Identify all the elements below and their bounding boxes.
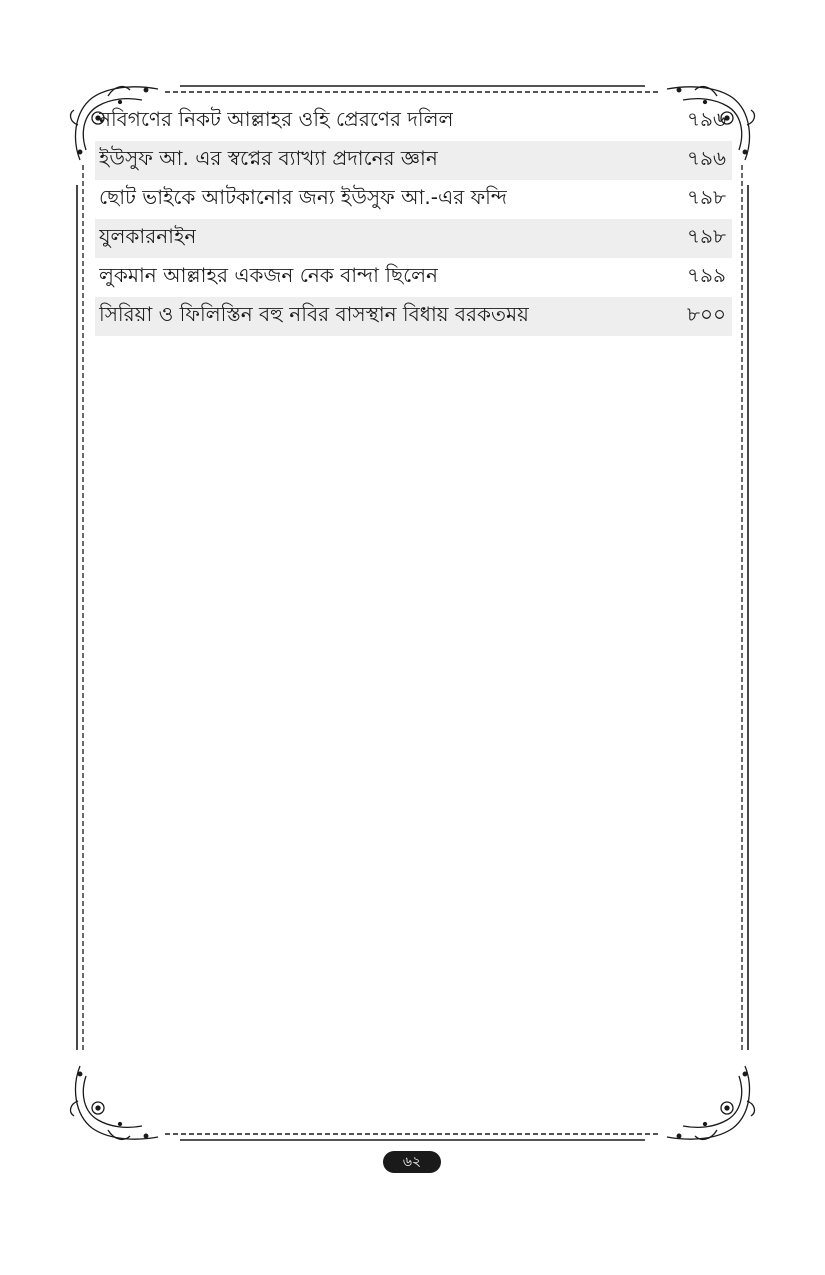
page-number-badge: ৬২	[383, 1151, 441, 1173]
table-of-contents	[95, 102, 732, 336]
toc-entry-title: নবিগণের নিকট আল্লাহর ওহি প্রেরণের দলিল	[99, 107, 454, 131]
toc-entry-page-number: ৭৯৮	[687, 185, 726, 209]
toc-entry-title: সিরিয়া ও ফিলিস্তিন বহু নবির বাসস্থান বিধায় বরকতময়	[99, 302, 529, 326]
toc-entry-page-number: ৮০০	[687, 302, 726, 326]
toc-entry-title: লুকমান আল্লাহর একজন নেক বান্দা ছিলেন	[99, 263, 438, 287]
toc-entry-title: ইউসুফ আ. এর স্বপ্নের ব্যাখ্যা প্রদানের জ্ঞান	[99, 146, 438, 170]
toc-entry[interactable]	[95, 219, 732, 258]
toc-entry-title: ছোট ভাইকে আটকানোর জন্য ইউসুফ আ.-এর ফন্দি	[99, 185, 507, 209]
toc-entry-page-number: ৭৯৯	[687, 263, 726, 287]
toc-entry-title: যুলকারনাইন	[99, 224, 197, 248]
toc-entry[interactable]	[95, 141, 732, 180]
corner-ornament-bottom-left	[71, 1066, 158, 1139]
corner-ornament-bottom-right	[667, 1066, 754, 1139]
toc-entry[interactable]	[95, 297, 732, 336]
toc-entry-page-number: ৭৯৬	[687, 146, 726, 170]
toc-entry[interactable]	[95, 258, 732, 297]
toc-entry[interactable]	[95, 102, 732, 141]
toc-entry-page-number: ৭৯৬	[687, 107, 726, 131]
toc-entry[interactable]	[95, 180, 732, 219]
toc-entry-page-number: ৭৯৮	[687, 224, 726, 248]
